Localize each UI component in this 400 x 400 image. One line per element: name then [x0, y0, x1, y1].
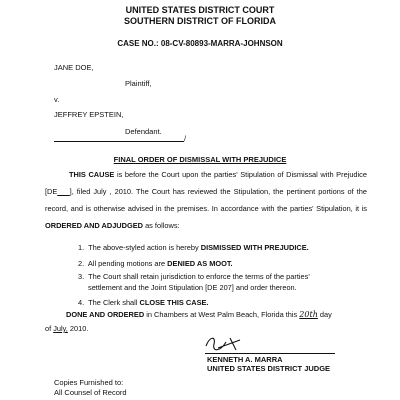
- order-intro-paragraph: [45, 166, 367, 234]
- item-text-bold: DISMISSED WITH PREJUDICE.: [200, 243, 309, 252]
- item-text: The Clerk shall: [88, 298, 140, 307]
- judge-signature-icon: [200, 332, 260, 354]
- copies-furnished-label: Copies Furnished to:: [54, 378, 124, 387]
- versus-label: v.: [54, 95, 60, 104]
- item-number: 2.: [78, 259, 85, 268]
- copies-recipients: All Counsel of Record: [54, 388, 127, 397]
- signature-rule: [205, 353, 335, 354]
- defendant-label: Defendant.: [125, 127, 162, 136]
- item-number: 1.: [78, 243, 85, 252]
- order-item-1: [78, 243, 309, 252]
- done-month: July,: [53, 324, 68, 333]
- order-item-3: [78, 272, 310, 281]
- caption-slash: /: [184, 134, 187, 143]
- judge-name: KENNETH A. MARRA: [207, 355, 283, 364]
- intro-part3: as follows:: [143, 221, 180, 230]
- court-name-line1: UNITED STATES DISTRICT COURT: [125, 5, 275, 15]
- done-and-ordered-line: [66, 310, 332, 319]
- plaintiff-label: Plaintiff,: [125, 79, 152, 88]
- intro-part1: is before the Court upon the parties' Stipulation of Dismissal with Prejudice [DE: [45, 170, 367, 196]
- done-lead: DONE AND ORDERED: [66, 310, 145, 319]
- case-number: CASE NO.: 08-CV-80893-MARRA-JOHNSON: [117, 39, 283, 48]
- item-text: All pending motions are: [87, 259, 168, 268]
- caption-rule: [54, 141, 184, 142]
- done-of: of: [45, 324, 54, 333]
- order-title: FINAL ORDER OF DISMISSAL WITH PREJUDICE: [113, 155, 287, 164]
- item-text: The Court shall retain jurisdiction to enforce the terms of the parties': [88, 272, 310, 281]
- order-item-4: [78, 298, 209, 307]
- defendant-name: JEFFREY EPSTEIN,: [54, 110, 124, 119]
- done-date-line: [45, 324, 88, 333]
- done-day-suffix: day: [317, 310, 332, 319]
- item-text-bold: CLOSE THIS CASE.: [139, 298, 209, 307]
- plaintiff-name: JANE DOE,: [54, 63, 94, 72]
- item-number: 3.: [78, 272, 85, 281]
- done-year: 2010.: [67, 324, 89, 333]
- item-text: The above-styled action is hereby: [88, 243, 201, 252]
- order-item-2: [78, 259, 233, 268]
- item-text-bold: DENIED AS MOOT.: [167, 259, 233, 268]
- judge-title: UNITED STATES DISTRICT JUDGE: [207, 364, 331, 373]
- order-item-3-continuation: settlement and the Joint Stipulation [DE 207] and order thereon.: [88, 283, 297, 292]
- item-number: 4.: [78, 298, 85, 307]
- handwritten-day: 20th: [299, 310, 318, 319]
- court-name-line2: SOUTHERN DISTRICT OF FLORIDA: [124, 16, 276, 26]
- intro-part2: ], filed July , 2010. The Court has reviewed the Stipulation, the pertinent portions of the record, and is otherwise advised in the premises. In accordance with the parties' Stipulation, it is: [45, 187, 367, 213]
- intro-blank: ___: [57, 187, 70, 196]
- done-text: in Chambers at West Palm Beach, Florida this: [144, 310, 300, 319]
- intro-decree: ORDERED AND ADJUDGED: [45, 221, 144, 230]
- intro-lead: THIS CAUSE: [69, 170, 115, 179]
